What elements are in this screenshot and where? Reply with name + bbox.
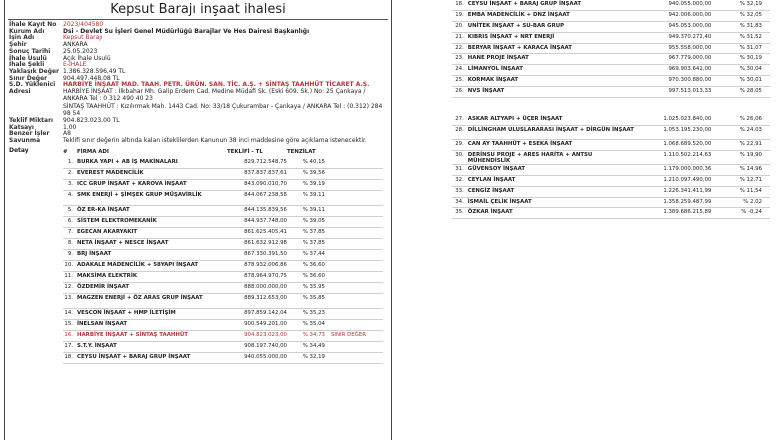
discount-rate: % 36,60 xyxy=(287,261,331,272)
header-firm: FİRMA ADI xyxy=(77,149,109,156)
row-number: 3. xyxy=(63,180,77,191)
info-label: S.D. Yüklenici xyxy=(9,81,56,89)
info-label: Teklif Miktarı xyxy=(9,116,54,124)
bid-amount: 1.068.689.520,00 xyxy=(635,140,712,151)
bid-amount: 867.330.391,50 xyxy=(227,250,287,261)
table-row xyxy=(63,250,383,261)
bid-amount: 844.135.839,56 xyxy=(227,206,287,217)
row-spacer xyxy=(452,97,770,115)
firm-name: UNİTEK İNŞAAT + SU-BAR GRUP xyxy=(468,22,635,33)
row-note xyxy=(331,320,383,331)
firm-name: BERYAR İNŞAAT + KARACA İNŞAAT xyxy=(468,43,635,54)
page-title: Kepsut Barajı inşaat ihalesi xyxy=(8,0,388,20)
bid-amount: 837.837.837,61 xyxy=(227,169,287,180)
table-row xyxy=(63,158,383,169)
discount-rate: % 34,73 xyxy=(287,331,331,342)
row-number: 18. xyxy=(63,353,77,364)
firm-name: KIBRIS İNŞAAT + NRT ENERJİ xyxy=(468,32,635,43)
discount-rate: % 40,15 xyxy=(287,158,331,169)
row-number: 2. xyxy=(63,169,77,180)
info-value: Teklifi sınır değerin altında kalan isteklilerden Kanunun 38 inci maddesine göre açıklama istenecektir. xyxy=(63,136,367,144)
firm-name: HANE PROJE İNŞAAT xyxy=(468,54,635,65)
left-document-page xyxy=(4,0,392,440)
row-number: 18. xyxy=(452,0,468,11)
discount-rate: % 14,96 xyxy=(711,165,770,176)
row-number: 35. xyxy=(452,208,468,219)
table-row xyxy=(452,86,770,97)
firm-name: LİMANYOL İNŞAAT xyxy=(468,65,635,76)
row-number: 12. xyxy=(63,283,77,294)
discount-rate: % 31,07 xyxy=(711,43,770,54)
bidder-detail xyxy=(9,147,387,365)
table-header-row xyxy=(63,147,383,158)
info-label: İşin Adı xyxy=(9,34,35,42)
row-note xyxy=(331,206,383,217)
table-row xyxy=(452,54,770,65)
info-label: İhale Şekli xyxy=(9,61,45,69)
firm-name: EMBA MADENCİLİK + DNZ İNŞAAT xyxy=(468,11,635,22)
detail-label: Detay xyxy=(9,146,29,154)
firm-name: ÖZKAR İNŞAAT xyxy=(468,208,635,219)
info-value: HARBİYE İNŞAAT : İlkbahar Mh. Galip Erdem Cad. Medine Müdafi Sk. (Eski 609. Sk.) No: 25 Çankaya / ANKARA Tel : 0 312 490 40 23 xyxy=(63,88,366,102)
bid-amount: 900.549.201,00 xyxy=(227,320,287,331)
firm-name: SİSTEM ELEKTROMEKANİK xyxy=(77,217,227,228)
row-number: 28. xyxy=(452,126,468,140)
table-row xyxy=(63,294,383,309)
row-number: 17. xyxy=(63,342,77,353)
discount-rate: % 37,44 xyxy=(287,250,331,261)
row-number: 4. xyxy=(63,191,77,206)
info-value: 904.497.448,08 TL xyxy=(63,74,120,82)
info-label: Benzer İşler xyxy=(9,130,50,138)
discount-rate: % 32,19 xyxy=(287,353,331,364)
table-row xyxy=(63,261,383,272)
row-number: 30. xyxy=(452,151,468,165)
discount-rate: % 36,60 xyxy=(287,272,331,283)
table-row xyxy=(63,191,383,206)
bid-amount: 829.712.548,75 xyxy=(227,158,287,169)
discount-rate: % 37,85 xyxy=(287,239,331,250)
info-value: HARBİYE İNŞAAT MAD. TAAH. PETR. ÜRÜN. SAN. TİC. A.Ş. + SİNTAŞ TAAHHÜT TİCARET A.Ş. xyxy=(63,81,370,89)
info-label: Şehir xyxy=(9,41,27,49)
firm-name: NETA İNŞAAT + NESCE İNŞAAT xyxy=(77,239,227,250)
bid-amount: 1.226.341.411,99 xyxy=(635,186,712,197)
row-number: 19. xyxy=(452,11,468,22)
bid-amount: 861.625.405,41 xyxy=(227,228,287,239)
bidders-table xyxy=(63,147,383,365)
info-label: Sınır Değer xyxy=(9,74,48,82)
discount-rate: % 30,19 xyxy=(711,54,770,65)
info-value: E-İHALE xyxy=(63,61,87,69)
discount-rate: % 31,52 xyxy=(711,32,770,43)
bid-amount: 997.513.013,33 xyxy=(635,86,712,97)
discount-rate: % 35,23 xyxy=(287,309,331,320)
row-number: 23. xyxy=(452,54,468,65)
info-value: 1.386.328.596,49 TL xyxy=(63,67,126,75)
table-row xyxy=(63,228,383,239)
bid-amount: 940.055.000,00 xyxy=(227,353,287,364)
firm-name: VESCON İNŞAAT + HMP İLETİŞİM xyxy=(77,309,227,320)
row-number: 25. xyxy=(452,76,468,87)
discount-rate: % 24,03 xyxy=(711,126,770,140)
bid-amount: 908.197.740,00 xyxy=(227,342,287,353)
header-note xyxy=(331,147,383,158)
firm-name: BURKA YAPI + AB İŞ MAKİNALARI xyxy=(77,158,227,169)
firm-name: CEYSU İNŞAAT + BARAJ GRUP İNŞAAT xyxy=(77,353,227,364)
row-note xyxy=(331,180,383,191)
row-number: 26. xyxy=(452,86,468,97)
firm-name: DERİNSU PROJE + ARES HARİTA + ANTSU MÜHENDİSLİK xyxy=(468,151,635,165)
discount-rate: % 11,54 xyxy=(711,186,770,197)
row-number: 31. xyxy=(452,165,468,176)
row-note xyxy=(331,228,383,239)
info-label: İhale Kayıt No xyxy=(9,21,57,28)
row-number: 1. xyxy=(63,158,77,169)
bidders-table-continued xyxy=(452,0,770,219)
bid-amount: 844.937.748,00 xyxy=(227,217,287,228)
header-discount: TENZİLAT xyxy=(287,149,316,156)
discount-rate: % 32,19 xyxy=(711,0,770,11)
row-number: 6. xyxy=(63,217,77,228)
info-label: Katsayı xyxy=(9,123,34,131)
row-number: 14. xyxy=(63,309,77,320)
row-note xyxy=(331,261,383,272)
discount-rate: % 39,11 xyxy=(287,206,331,217)
info-value: 2023/404580 xyxy=(63,21,104,28)
table-row xyxy=(63,353,383,364)
firm-name: EGECAN AKARYAKIT xyxy=(77,228,227,239)
table-row xyxy=(452,151,770,165)
discount-rate: % 32,05 xyxy=(711,11,770,22)
bid-amount: 945.053.000,00 xyxy=(635,22,712,33)
bid-amount: 949.370.272,40 xyxy=(635,32,712,43)
bid-amount: 843.090.010,70 xyxy=(227,180,287,191)
firm-name: KORMAK İNŞAAT xyxy=(468,76,635,87)
row-number: 32. xyxy=(452,176,468,187)
bid-amount: 844.067.238,58 xyxy=(227,191,287,206)
firm-name: CENGİZ İNŞAAT xyxy=(468,186,635,197)
bid-amount: 1.358.259.487,99 xyxy=(635,197,712,208)
tender-info xyxy=(9,22,387,145)
discount-rate: % 39,56 xyxy=(287,169,331,180)
table-row xyxy=(452,208,770,219)
info-row xyxy=(9,89,387,104)
table-row xyxy=(452,76,770,87)
table-row xyxy=(452,165,770,176)
row-number: 16. xyxy=(63,331,77,342)
table-row xyxy=(63,239,383,250)
discount-rate: % 37,85 xyxy=(287,228,331,239)
row-number: 15. xyxy=(63,320,77,331)
discount-rate: % 35,95 xyxy=(287,283,331,294)
table-row xyxy=(63,206,383,217)
bid-amount: 940.055.000,00 xyxy=(635,0,712,11)
table-row xyxy=(63,331,383,342)
row-number: 9. xyxy=(63,250,77,261)
discount-rate: % 34,49 xyxy=(287,342,331,353)
firm-name: ÖZ ER-KA İNŞAAT xyxy=(77,206,227,217)
info-value: A8 xyxy=(63,130,71,138)
discount-rate: % 35,04 xyxy=(287,320,331,331)
info-value: 25.05.2023 xyxy=(63,47,98,55)
row-note xyxy=(331,239,383,250)
firm-name: CEYSU İNŞAAT + BARAJ GRUP İNŞAAT xyxy=(468,0,635,11)
firm-name: ÖZDEMİR İNŞAAT xyxy=(77,283,227,294)
table-row xyxy=(452,65,770,76)
bid-amount: 861.632.912,98 xyxy=(227,239,287,250)
table-row xyxy=(63,283,383,294)
firm-name: MAGZEN ENERJİ + ÖZ ARAS GRUP İNŞAAT xyxy=(77,294,227,309)
row-number: 34. xyxy=(452,197,468,208)
firm-name: S.T.Y. İNŞAAT xyxy=(77,342,227,353)
row-note xyxy=(331,342,383,353)
info-label: Sonuç Tarihi xyxy=(9,47,51,55)
discount-rate: % 39,11 xyxy=(287,191,331,206)
info-value: Açık İhale Usulü xyxy=(63,54,111,62)
info-label: Kurum Adı xyxy=(9,27,45,35)
row-number: 24. xyxy=(452,65,468,76)
discount-rate: % 22,91 xyxy=(711,140,770,151)
firm-name: CAN AY TAAHHÜT + ESEKA İNŞAAT xyxy=(468,140,635,151)
header-no: # xyxy=(63,149,68,156)
bid-amount: 1.025.023.840,00 xyxy=(635,115,712,126)
table-row xyxy=(63,272,383,283)
info-value: 904.823.023,00 TL xyxy=(63,116,120,124)
row-note xyxy=(331,283,383,294)
row-note xyxy=(331,309,383,320)
info-value: Dsi - Devlet Su İşleri Genel Müdürlüğü Barajlar Ve Hes Dairesi Başkanlığı xyxy=(63,27,310,35)
discount-rate: % 31,83 xyxy=(711,22,770,33)
discount-rate: % 39,05 xyxy=(287,217,331,228)
row-note xyxy=(331,158,383,169)
right-document-page xyxy=(452,0,774,440)
table-row xyxy=(452,22,770,33)
table-row xyxy=(63,309,383,320)
table-row xyxy=(63,217,383,228)
bid-amount: 1.210.097.490,00 xyxy=(635,176,712,187)
discount-rate: % 28,05 xyxy=(711,86,770,97)
bid-amount: 878.932.006,86 xyxy=(227,261,287,272)
bid-amount: 1.389.686.215,89 xyxy=(635,208,712,219)
row-number: 13. xyxy=(63,294,77,309)
row-note: SINIR DEĞER xyxy=(331,331,383,342)
bid-amount: 889.312.653,00 xyxy=(227,294,287,309)
bid-amount: 878.964.970,75 xyxy=(227,272,287,283)
table-row xyxy=(452,176,770,187)
table-row xyxy=(63,169,383,180)
row-note xyxy=(331,294,383,309)
row-number: 10. xyxy=(63,261,77,272)
table-row xyxy=(452,0,770,11)
bid-amount: 967.779.000,00 xyxy=(635,54,712,65)
info-label: Adresi xyxy=(9,88,31,96)
table-row xyxy=(452,43,770,54)
bid-amount: 969.903.642,00 xyxy=(635,65,712,76)
firm-name: SMK ENERJİ + ŞİMŞEK GRUP MÜŞAVİRLİK xyxy=(77,191,227,206)
info-value: SİNTAŞ TAAHHÜT : Kızılırmak Mah. 1443 Cad. No: 33/18 Çukurambar - Çankaya / ANKARA Tel : (0.312) 284 98 54 xyxy=(63,103,383,118)
table-row xyxy=(452,197,770,208)
table-row xyxy=(452,32,770,43)
firm-name: İNELSAN İNŞAAT xyxy=(77,320,227,331)
bid-amount: 897.859.142,04 xyxy=(227,309,287,320)
row-number: 33. xyxy=(452,186,468,197)
row-number: 21. xyxy=(452,32,468,43)
table-row xyxy=(452,140,770,151)
row-note xyxy=(331,191,383,206)
info-row xyxy=(9,104,387,117)
firm-name: ICC GRUP İNŞAAT + KAROVA İNŞAAT xyxy=(77,180,227,191)
info-label xyxy=(9,104,63,117)
discount-rate: % 35,85 xyxy=(287,294,331,309)
row-note xyxy=(331,353,383,364)
info-label: Savunma xyxy=(9,136,41,144)
discount-rate: % 2,02 xyxy=(711,197,770,208)
row-number: 27. xyxy=(452,115,468,126)
firm-name: HARBİYE İNŞAAT + SİNTAŞ TAAHHÜT xyxy=(77,331,227,342)
row-number: 7. xyxy=(63,228,77,239)
firm-name: GÜVENSOY İNŞAAT xyxy=(468,165,635,176)
firm-name: MAKSİMA ELEKTRİK xyxy=(77,272,227,283)
spacer-cell xyxy=(452,97,770,115)
row-note xyxy=(331,272,383,283)
row-note xyxy=(331,169,383,180)
bid-amount: 942.006.000,00 xyxy=(635,11,712,22)
row-number: 8. xyxy=(63,239,77,250)
table-row xyxy=(63,180,383,191)
row-note xyxy=(331,250,383,261)
discount-rate: % 12,71 xyxy=(711,176,770,187)
bid-amount: 955.558.000,00 xyxy=(635,43,712,54)
info-value: Kepsut Barajı xyxy=(63,34,103,42)
discount-rate: % 39,19 xyxy=(287,180,331,191)
row-number: 29. xyxy=(452,140,468,151)
row-note xyxy=(331,217,383,228)
firm-name: ASKAR ALTYAPI + ÜÇER İNŞAAT xyxy=(468,115,635,126)
table-row xyxy=(452,186,770,197)
info-label: İhale Usulü xyxy=(9,54,47,62)
table-row xyxy=(452,126,770,140)
discount-rate: % 26,06 xyxy=(711,115,770,126)
firm-name: CEYLAN İNŞAAT xyxy=(468,176,635,187)
bid-amount: 904.823.023,00 xyxy=(227,331,287,342)
discount-rate: % 30,01 xyxy=(711,76,770,87)
info-label: Yaklaşık Değer xyxy=(9,67,60,75)
firm-name: NVS İNŞAAT xyxy=(468,86,635,97)
firm-name: ADAKALE MADENCİLİK + 58YAPI İNŞAAT xyxy=(77,261,227,272)
bid-amount: 1.110.502.214,63 xyxy=(635,151,712,165)
discount-rate: % 19,90 xyxy=(711,151,770,165)
bid-amount: 1.179.000.000,36 xyxy=(635,165,712,176)
row-number: 11. xyxy=(63,272,77,283)
bid-amount: 1.053.195.230,00 xyxy=(635,126,712,140)
row-number: 20. xyxy=(452,22,468,33)
firm-name: BRJ İNŞAAT xyxy=(77,250,227,261)
table-row xyxy=(63,342,383,353)
firm-name: EVEREST MADENCİLİK xyxy=(77,169,227,180)
info-value: ANKARA xyxy=(63,41,88,49)
header-amount: TEKLİFİ - TL xyxy=(227,149,263,156)
discount-rate: % -0,24 xyxy=(711,208,770,219)
info-value: 1,00 xyxy=(63,123,77,131)
info-row xyxy=(9,138,387,145)
firm-name: İSMAİL ÇELİK İNŞAAT xyxy=(468,197,635,208)
table-row xyxy=(452,11,770,22)
table-row xyxy=(452,115,770,126)
row-number: 22. xyxy=(452,43,468,54)
discount-rate: % 30,04 xyxy=(711,65,770,76)
bid-amount: 970.300.880,00 xyxy=(635,76,712,87)
row-number: 5. xyxy=(63,206,77,217)
bid-amount: 888.000.000,00 xyxy=(227,283,287,294)
firm-name: DİLLİNGHAM ULUSLARARASI İNŞAAT + DİRGÜN İNŞAAT xyxy=(468,126,635,140)
table-row xyxy=(63,320,383,331)
